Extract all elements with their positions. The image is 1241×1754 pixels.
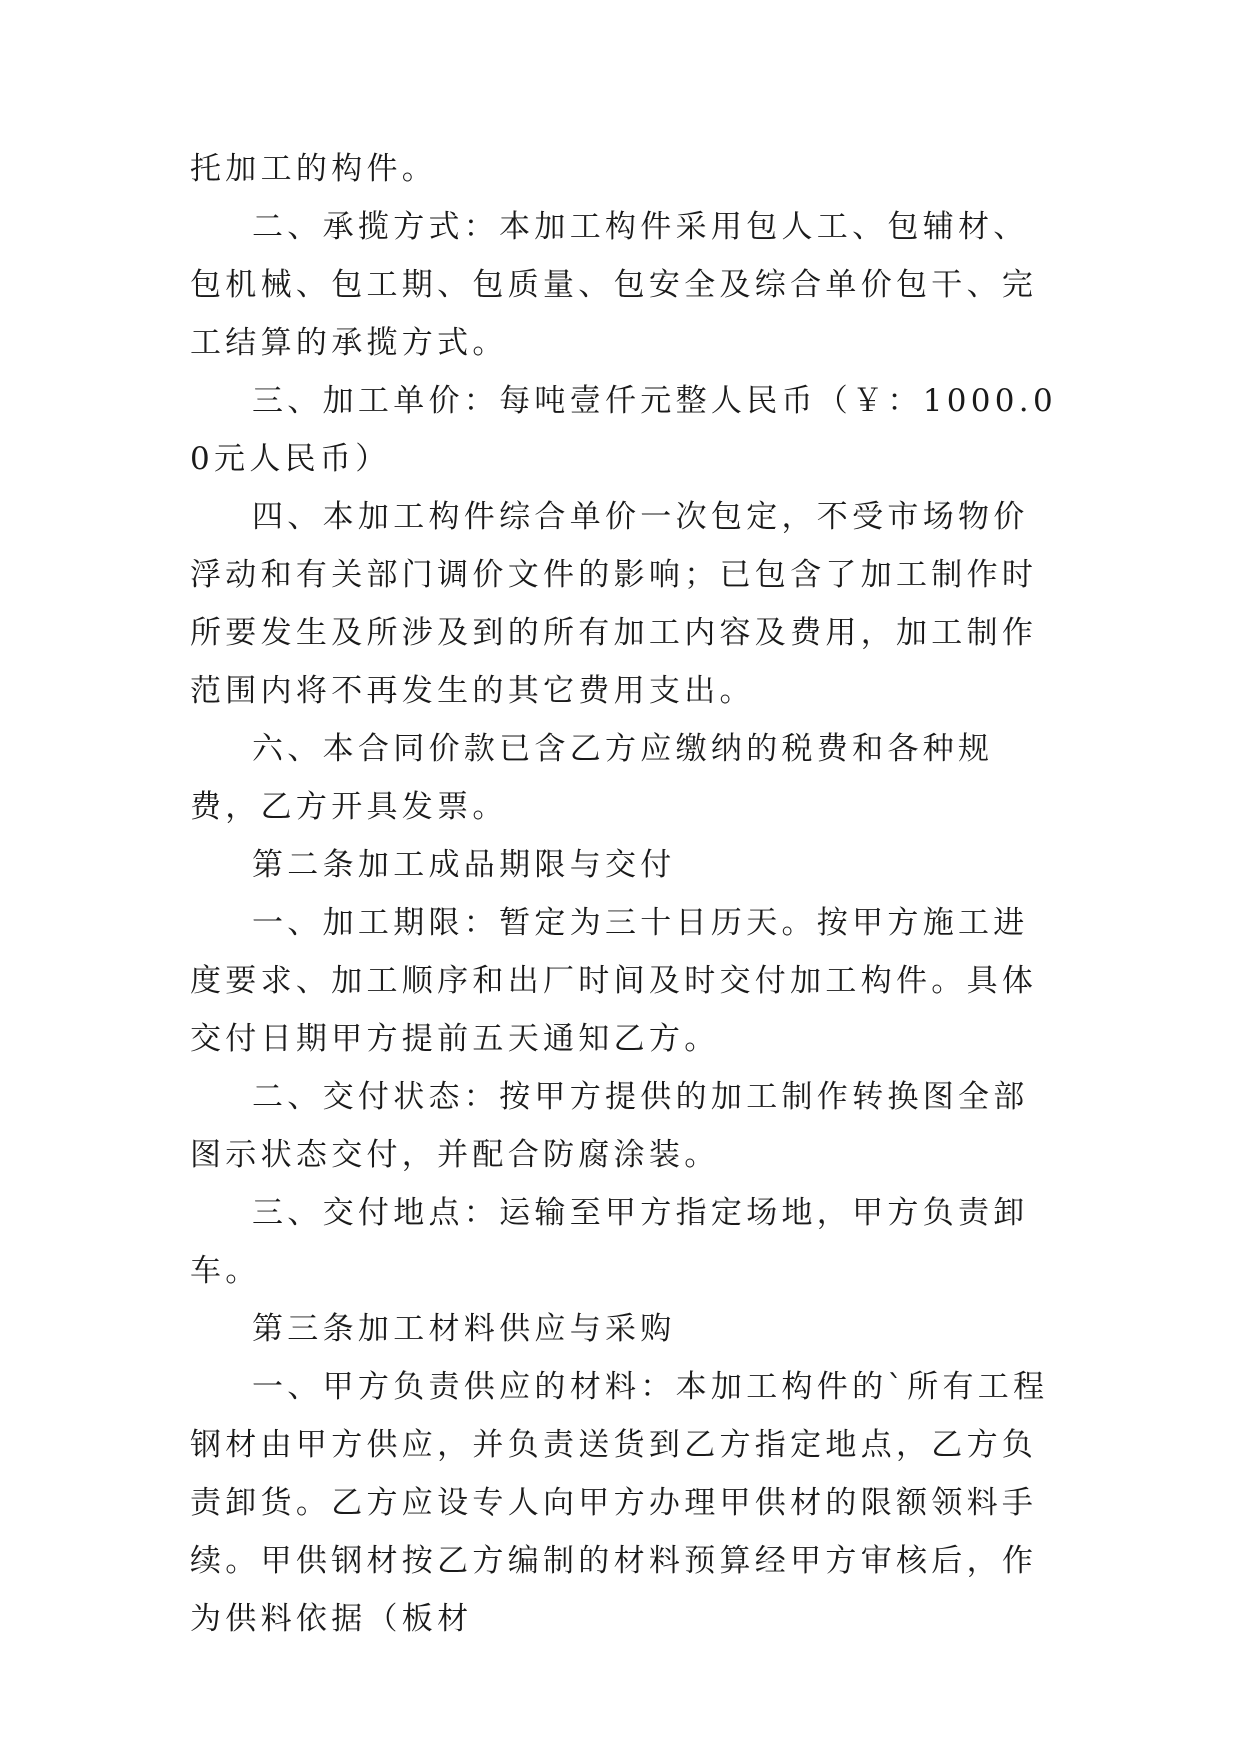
section-heading-materials: 第三条加工材料供应与采购 [252, 1311, 676, 1347]
paragraph-delivery-state: 二、交付状态：按甲方提供的加工制作转换图全部图示状态交付，并配合防腐涂装。 [190, 1079, 1029, 1173]
paragraph-fixed-price: 四、本加工构件综合单价一次包定，不受市场物价浮动和有关部门调价文件的影响；已包含了加工制作时所要发生及所涉及到的所有加工内容及费用，加工制作范围内将不再发生的其它费用支出。 [190, 499, 1038, 709]
paragraph-delivery-location: 三、交付地点：运输至甲方指定场地，甲方负责卸车。 [190, 1195, 1029, 1289]
paragraph-continuation: 托加工的构件。 [190, 151, 438, 187]
paragraph-unit-price: 三、加工单价：每吨壹仟元整人民币（￥：1000.00元人民币） [190, 383, 1057, 477]
paragraph-taxes: 六、本合同价款已含乙方应缴纳的税费和各种规费，乙方开具发票。 [190, 731, 994, 825]
paragraph-contract-method: 二、承揽方式：本加工构件采用包人工、包辅材、包机械、包工期、包质量、包安全及综合单价包干、完工结算的承揽方式。 [190, 209, 1038, 361]
paragraph-processing-period: 一、加工期限：暂定为三十日历天。按甲方施工进度要求、加工顺序和出厂时间及时交付加工构件。具体交付日期甲方提前五天通知乙方。 [190, 905, 1038, 1057]
document-body [190, 140, 1060, 1648]
section-heading-delivery: 第二条加工成品期限与交付 [252, 847, 676, 883]
paragraph-material-supply: 一、甲方负责供应的材料：本加工构件的`所有工程钢材由甲方供应，并负责送货到乙方指定地点，乙方负责卸货。乙方应设专人向甲方办理甲供材的限额领料手续。甲供钢材按乙方编制的材料预算经甲方审核后，作为供料依据（板材 [190, 1369, 1049, 1637]
